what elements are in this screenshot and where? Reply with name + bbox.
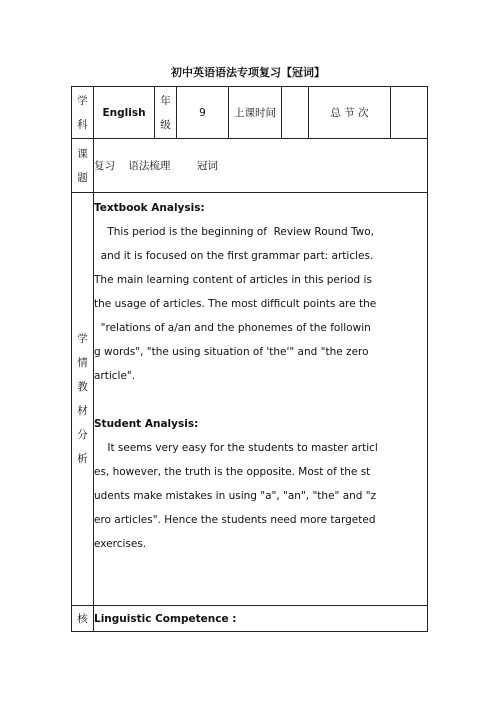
row-core: [72, 606, 428, 632]
spacer: [94, 388, 427, 412]
student-line: udents make mistakes in using "a", "an", "the" and "z: [94, 490, 377, 502]
linguistic-competence-heading: Linguistic Competence :: [94, 606, 428, 632]
class-time-value: [282, 87, 309, 139]
subject-label: 学 科: [72, 87, 94, 139]
row-subject: [72, 87, 428, 139]
core-label: 核: [72, 606, 94, 632]
grade-label: 年 级: [155, 87, 177, 139]
subject-value: English: [94, 87, 155, 139]
student-line: ero articles". Hence the students need more targeted: [94, 514, 376, 526]
total-periods-label: 总 节 次: [309, 87, 391, 139]
textbook-line: g words", "the using situation of 'the'" and "the zero: [94, 346, 369, 358]
analysis-label: 学 情 教 材 分 析: [72, 193, 94, 606]
analysis-content: [94, 193, 428, 606]
textbook-line: the usage of articles. The most difficult points are the: [94, 298, 377, 310]
student-line: exercises.: [94, 538, 147, 550]
textbook-line: "relations of a/an and the phonemes of the followin: [94, 322, 371, 334]
topic-value: 复习 语法梳理 冠词: [94, 139, 428, 193]
class-time-label: 上课时间: [229, 87, 282, 139]
row-topic: [72, 139, 428, 193]
lesson-plan-table: [71, 86, 428, 632]
total-periods-value: [391, 87, 428, 139]
student-line: es, however, the truth is the opposite. Most of the st: [94, 466, 371, 478]
student-line: It seems very easy for the students to master articl: [94, 442, 378, 454]
document-title: 初中英语语法专项复习【冠词】: [171, 66, 325, 79]
grade-value: 9: [177, 87, 229, 139]
textbook-line: article".: [94, 370, 136, 382]
textbook-line: and it is focused on the first grammar part: articles.: [94, 250, 374, 262]
textbook-line: The main learning content of articles in this period is: [94, 274, 372, 286]
student-analysis-heading: Student Analysis:: [94, 418, 199, 430]
row-analysis: [72, 193, 428, 606]
textbook-analysis-heading: Textbook Analysis:: [94, 202, 205, 214]
textbook-line: This period is the beginning of Review Round Two,: [94, 226, 374, 238]
topic-label: 课 题: [72, 139, 94, 193]
